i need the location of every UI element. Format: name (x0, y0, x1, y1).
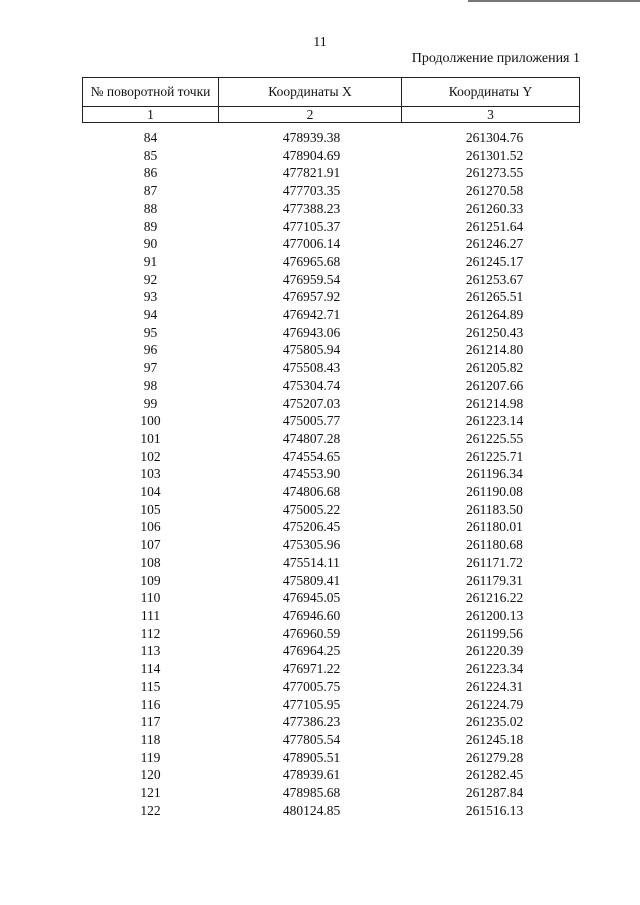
point-number-cell: 87 (143, 183, 158, 199)
point-number-cell: 93 (143, 289, 158, 305)
coordinate-y-cell: 261223.14 (465, 413, 524, 429)
coordinate-y-cell: 261180.68 (466, 537, 523, 553)
table-row (83, 554, 580, 572)
table-row (83, 501, 580, 519)
table-row (83, 678, 580, 696)
point-number-cell: 101 (140, 430, 161, 446)
coordinate-y-cell: 261199.56 (466, 625, 523, 641)
coordinate-y-cell: 261190.08 (466, 484, 523, 500)
coordinate-x-cell: 476964.25 (282, 643, 341, 659)
table-row (83, 766, 580, 784)
point-number-cell: 114 (140, 661, 161, 677)
point-number-cell: 91 (143, 253, 158, 269)
coordinate-x-cell: 475305.96 (282, 537, 341, 553)
point-number-cell: 119 (140, 749, 161, 765)
coordinate-y-cell: 261287.84 (465, 785, 524, 801)
point-number-cell: 84 (143, 130, 158, 145)
table-row (83, 341, 580, 359)
coordinate-x-cell: 476959.54 (282, 271, 341, 287)
coordinate-x-cell: 477105.37 (282, 218, 341, 234)
point-number-cell: 110 (140, 590, 161, 606)
table-row (83, 123, 580, 147)
table-row (83, 696, 580, 714)
coordinate-x-cell: 478939.61 (282, 767, 341, 783)
table-row (83, 253, 580, 271)
table-row (83, 465, 580, 483)
coordinates-table (82, 77, 580, 819)
coordinate-y-cell: 261253.67 (465, 271, 524, 287)
point-number-cell: 90 (143, 236, 158, 252)
point-number-cell: 94 (143, 307, 158, 323)
column-number-2: 2 (219, 107, 402, 123)
coordinate-y-cell: 261264.89 (465, 307, 524, 323)
coordinate-x-cell: 474806.68 (282, 484, 341, 500)
coordinate-x-cell: 477703.35 (282, 183, 341, 199)
column-number-row (83, 107, 580, 123)
coordinate-y-cell: 261214.98 (465, 395, 524, 411)
coordinate-y-cell: 261224.79 (465, 696, 524, 712)
coordinate-x-cell: 475805.94 (282, 342, 341, 358)
point-number-cell: 99 (143, 395, 158, 411)
point-number-cell: 116 (140, 696, 161, 712)
coordinate-y-cell: 261205.82 (465, 360, 524, 376)
table-row (83, 784, 580, 802)
point-number-cell: 112 (140, 625, 161, 641)
table-body (83, 123, 580, 820)
coordinate-x-cell: 474807.28 (282, 430, 341, 446)
table-row (83, 642, 580, 660)
header-coordinate-y: Координаты Y (402, 78, 580, 107)
coordinate-x-cell: 477388.23 (282, 200, 341, 216)
table-row (83, 713, 580, 731)
point-number-cell: 102 (140, 448, 161, 464)
coordinate-x-cell: 478905.51 (282, 749, 341, 765)
table-row (83, 660, 580, 678)
column-number-1: 1 (83, 107, 219, 123)
table-row (83, 359, 580, 377)
point-number-cell: 100 (140, 413, 161, 429)
coordinate-y-cell: 261245.17 (465, 253, 524, 269)
coordinate-y-cell: 261180.01 (466, 519, 523, 535)
continuation-caption: Продолжение приложения 1 (411, 51, 580, 66)
coordinate-y-cell: 261223.34 (465, 661, 524, 677)
point-number-cell: 113 (140, 643, 161, 659)
coordinate-x-cell: 476946.60 (282, 607, 341, 623)
table-row (83, 607, 580, 625)
point-number-cell: 96 (143, 342, 158, 358)
coordinate-x-cell: 480124.85 (282, 802, 341, 818)
table-row (83, 731, 580, 749)
table-row (83, 147, 580, 165)
coordinate-x-cell: 477006.14 (282, 236, 341, 252)
coordinate-y-cell: 261179.31 (466, 572, 523, 588)
point-number-cell: 105 (140, 501, 161, 517)
table-row (83, 536, 580, 554)
coordinate-y-cell: 261251.64 (465, 218, 524, 234)
coordinate-x-cell: 474553.90 (282, 466, 341, 482)
point-number-cell: 107 (140, 537, 161, 553)
coordinate-x-cell: 476942.71 (282, 307, 341, 323)
coordinate-x-cell: 475508.43 (282, 360, 341, 376)
coordinate-x-cell: 478985.68 (282, 785, 341, 801)
coordinate-x-cell: 475005.22 (282, 501, 341, 517)
point-number-cell: 103 (140, 466, 161, 482)
coordinate-y-cell: 261304.76 (465, 130, 524, 145)
coordinate-x-cell: 476960.59 (282, 625, 341, 641)
coordinate-x-cell: 475005.77 (282, 413, 341, 429)
point-number-cell: 95 (143, 324, 158, 340)
point-number-cell: 117 (140, 714, 161, 730)
coordinate-y-cell: 261207.66 (465, 377, 524, 393)
point-number-cell: 111 (140, 607, 161, 623)
coordinate-x-cell: 476945.05 (282, 590, 341, 606)
coordinate-y-cell: 261225.55 (465, 430, 524, 446)
coordinate-x-cell: 476965.68 (282, 253, 341, 269)
coordinate-x-cell: 475207.03 (282, 395, 341, 411)
coordinate-y-cell: 261245.18 (465, 731, 524, 747)
coordinate-x-cell: 476943.06 (282, 324, 341, 340)
table-row (83, 430, 580, 448)
coordinate-y-cell: 261265.51 (465, 289, 524, 305)
point-number-cell: 121 (140, 785, 161, 801)
coordinate-x-cell: 477805.54 (282, 731, 341, 747)
coordinate-y-cell: 261250.43 (465, 324, 524, 340)
point-number-cell: 104 (140, 484, 161, 500)
table-row (83, 164, 580, 182)
point-number-cell: 106 (140, 519, 161, 535)
coordinate-x-cell: 478939.38 (282, 130, 341, 145)
table-row (83, 802, 580, 820)
coordinate-y-cell: 261225.71 (465, 448, 524, 464)
table-row (83, 625, 580, 643)
table-row (83, 218, 580, 236)
coordinate-y-cell: 261301.52 (465, 147, 524, 163)
coordinate-y-cell: 261279.28 (465, 749, 524, 765)
scan-edge-mark (468, 0, 640, 2)
table-row (83, 200, 580, 218)
coordinate-x-cell: 476957.92 (282, 289, 341, 305)
table-row (83, 589, 580, 607)
coordinate-y-cell: 261224.31 (465, 678, 524, 694)
coordinate-x-cell: 477005.75 (282, 678, 341, 694)
coordinate-x-cell: 477386.23 (282, 714, 341, 730)
coordinate-y-cell: 261235.02 (465, 714, 524, 730)
coordinate-x-cell: 477821.91 (282, 165, 341, 181)
point-number-cell: 97 (143, 360, 158, 376)
coordinate-y-cell: 261260.33 (465, 200, 524, 216)
coordinate-y-cell: 261171.72 (466, 554, 523, 570)
point-number-cell: 108 (140, 554, 161, 570)
coordinate-y-cell: 261273.55 (465, 165, 524, 181)
coordinate-x-cell: 475514.11 (283, 554, 340, 570)
header-point-number: № поворотной точки (83, 78, 219, 107)
table-row (83, 448, 580, 466)
coordinate-x-cell: 475304.74 (282, 377, 341, 393)
coordinate-y-cell: 261196.34 (466, 466, 523, 482)
point-number-cell: 85 (143, 147, 158, 163)
point-number-cell: 115 (140, 678, 161, 694)
header-coordinate-x: Координаты X (219, 78, 402, 107)
table-row (83, 483, 580, 501)
coordinate-y-cell: 261246.27 (465, 236, 524, 252)
coordinate-x-cell: 475809.41 (282, 572, 341, 588)
table-row (83, 749, 580, 767)
coordinate-y-cell: 261270.58 (465, 183, 524, 199)
point-number-cell: 89 (143, 218, 158, 234)
column-number-3: 3 (402, 107, 580, 123)
coordinate-x-cell: 476971.22 (282, 661, 341, 677)
table-row (83, 182, 580, 200)
point-number-cell: 88 (143, 200, 158, 216)
table-row (83, 271, 580, 289)
table-row (83, 572, 580, 590)
table-row (83, 518, 580, 536)
coordinate-y-cell: 261216.22 (465, 590, 524, 606)
point-number-cell: 86 (143, 165, 158, 181)
coordinate-y-cell: 261220.39 (465, 643, 524, 659)
page-number: 11 (313, 35, 327, 50)
table-row (83, 235, 580, 253)
point-number-cell: 109 (140, 572, 161, 588)
coordinate-y-cell: 261200.13 (465, 607, 524, 623)
table-row (83, 412, 580, 430)
table-row (83, 324, 580, 342)
coordinate-y-cell: 261282.45 (465, 767, 524, 783)
point-number-cell: 118 (140, 731, 161, 747)
coordinate-x-cell: 475206.45 (282, 519, 341, 535)
point-number-cell: 98 (143, 377, 158, 393)
table-row (83, 288, 580, 306)
point-number-cell: 92 (143, 271, 158, 287)
coordinate-y-cell: 261214.80 (465, 342, 524, 358)
coordinate-x-cell: 478904.69 (282, 147, 341, 163)
coordinate-x-cell: 474554.65 (282, 448, 341, 464)
table-header-row (83, 78, 580, 107)
point-number-cell: 120 (140, 767, 161, 783)
point-number-cell: 122 (140, 802, 161, 818)
coordinate-x-cell: 477105.95 (282, 696, 341, 712)
table-row (83, 306, 580, 324)
table-row (83, 395, 580, 413)
coordinate-y-cell: 261516.13 (465, 802, 524, 818)
table-row (83, 377, 580, 395)
coordinate-y-cell: 261183.50 (466, 501, 523, 517)
